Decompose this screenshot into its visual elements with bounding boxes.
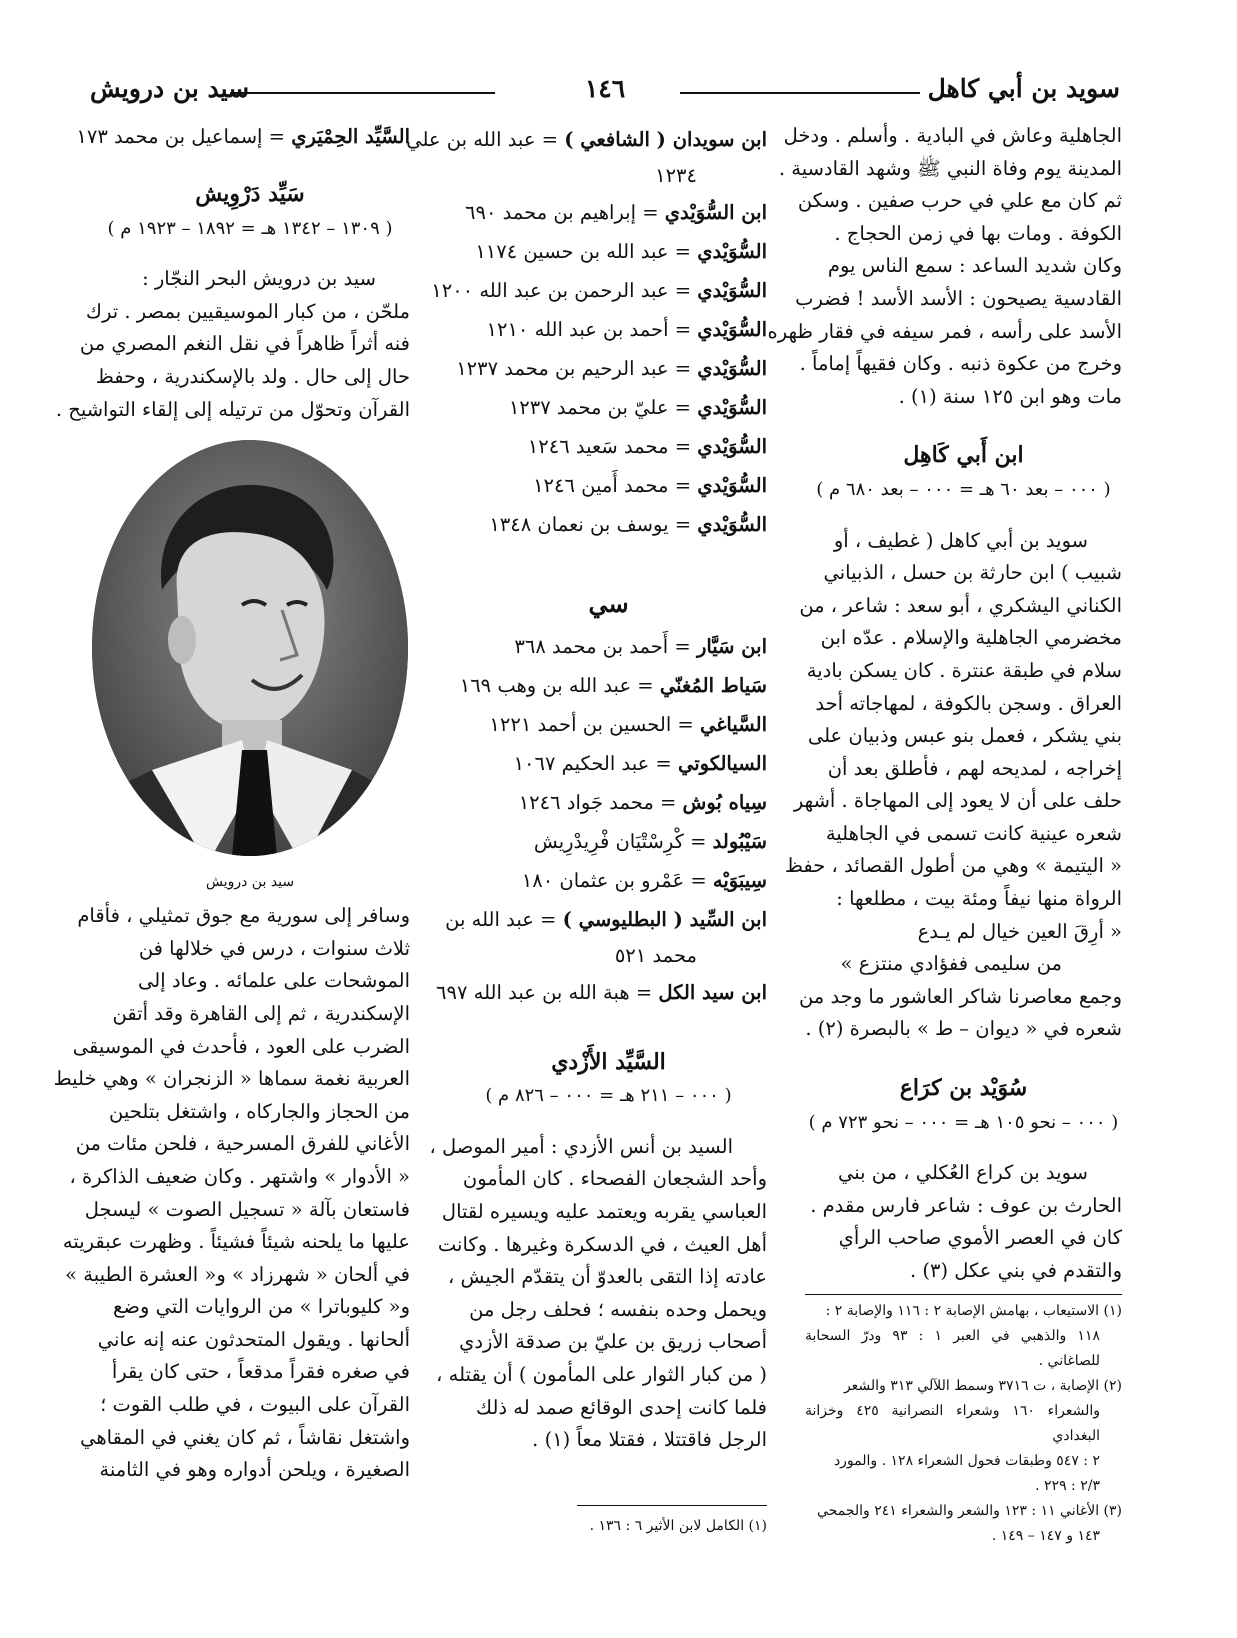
text-line: الجاهلية وعاش في البادية . وأسلم . ودخل: [783, 124, 1122, 147]
entry-title: سُوَيْد بن كرَاع: [899, 1075, 1028, 1102]
text-line: فاستعان بآلة « تسجيل الصوت » ليسجل: [84, 1197, 410, 1221]
header-left-title: سيد بن درويش: [90, 74, 250, 103]
index-term: السُّوَيْدي: [697, 474, 767, 497]
footnote-line: (١) الكامل لابن الأثير ٦ : ١٣٦ .: [589, 1517, 767, 1534]
entry-body: [805, 1157, 1122, 1287]
index-entry: [445, 900, 767, 939]
verse-line: « أرِقَ العين خيال لم يـدع: [917, 919, 1122, 943]
index-entry: [450, 705, 767, 744]
portrait-image: [92, 440, 408, 856]
text-line: حال إلى حال . ولد بالإسكندرية ، وحفظ: [95, 364, 410, 388]
footnote-line: ١١٨ والذهبي في العبر ١ : ٩٣ ودرّ السحابة للصاغاني .: [805, 1327, 1100, 1369]
entry-body: [429, 1131, 767, 1457]
index-ref: = أَحمد بن محمد ٣٦٨: [514, 634, 697, 658]
footnote-line: ٢/٣ : ٢٢٩ .: [1035, 1477, 1100, 1494]
index-term: السُّوَيْدي: [697, 279, 767, 302]
index-entry: [76, 120, 410, 154]
index-ref: = أحمد بن عبد الله ١٢١٠: [486, 318, 698, 341]
text-line: و« كليوباترا » من الروايات التي وضع: [113, 1295, 410, 1319]
text-line: الحارث بن عوف : شاعر فارس مقدم .: [810, 1193, 1122, 1217]
text-line: ويحمل وحده بنفسه ؛ فحلف رجل من: [469, 1297, 767, 1321]
footnote-line: ١٤٣ و ١٤٧ – ١٤٩ .: [991, 1527, 1100, 1544]
footnote-line: (٣) الأغاني ١١ : ١٢٣ والشعر والشعراء ٢٤١ والجمحي: [817, 1502, 1122, 1519]
text-line: ثلاث سنوات ، درس في خلالها فن: [138, 936, 410, 960]
index-ref: = عبد الرحيم بن محمد ١٢٣٧: [456, 357, 698, 380]
index-entry: [450, 466, 767, 505]
index-entry: [450, 783, 767, 822]
text-line: ألحانها . ويقول المتحدثون عنه إنه عاني: [97, 1327, 410, 1351]
entry-title: ابن أَبي كَاهِل: [903, 442, 1024, 469]
text-line: عادته إذا التقى بالعدوّ أن يتقدّم الجيش ،: [448, 1265, 767, 1289]
running-header: [90, 70, 1120, 114]
entry-body: [784, 525, 1122, 1047]
text-line: سويد بن كراع العُكلي ، من بني: [837, 1161, 1088, 1185]
portrait-photo: [92, 440, 408, 856]
text-line: مات وهو ابن ١٢٥ سنة (١) .: [898, 384, 1122, 408]
text-line: القرآن وتحوّل من ترتيله إلى إلقاء التواشيح .: [55, 397, 410, 421]
index-entry: [450, 349, 767, 388]
index-entry: [450, 159, 767, 193]
index-term: السُّوَيْدي: [697, 396, 767, 419]
text-line: العباسي يقربه ويعتمد عليه ويسيره لقتال: [441, 1199, 767, 1223]
index-ref: = عليّ بن محمد ١٢٣٧: [508, 396, 698, 419]
index-entry: [450, 861, 767, 900]
text-line: ثم كان مع علي في حرب صفين . وسكن: [797, 189, 1122, 213]
index-entry: [450, 822, 767, 861]
portrait-figure: [90, 430, 410, 900]
text-line: عليها ما يلحنه شيئاً فشيئاً . وظهرت عبقريته: [62, 1230, 410, 1254]
footnotes: [805, 1299, 1122, 1549]
text-line: سلام في طبقة عنترة . كان يسكن بادية: [806, 658, 1122, 682]
footnote-line: (١) الاستيعاب ، بهامش الإصابة ٢ : ١١٦ والإصابة ٢ :: [825, 1302, 1122, 1319]
index-ref: = محمد سَعيد ١٢٤٦: [527, 435, 698, 458]
text-line: القادسية يصيحون : الأسد الأسد ! فضرب: [795, 286, 1122, 310]
footnote-line: ٢ : ٥٤٧ وطبقات فحول الشعراء ١٢٨ . والمورد: [833, 1452, 1100, 1469]
entry-title: السَّيِّد الأَزْدي: [551, 1048, 666, 1075]
index-ref: = عبد الله بن حسين ١١٧٤: [475, 240, 698, 263]
index-entry: [436, 973, 767, 1012]
text-line: الكناني اليشكري ، أبو سعد : شاعر ، من: [799, 593, 1122, 617]
text-line: سيد بن درويش البحر النجّار :: [142, 267, 376, 291]
index-term: ابن السِّيد ( البطليوسي ): [562, 907, 767, 931]
text-line: فلما كانت إحدى الوقائع صمد له ذلك: [476, 1395, 767, 1419]
entry-dates: ( ١٣٠٩ – ١٣٤٢ هـ = ١٨٩٢ – ١٩٢٣ م ): [107, 217, 393, 239]
index-ref: = عبد الله بن: [445, 907, 563, 931]
index-ref: ١٢٣٤: [655, 164, 697, 187]
text-line: مخضرمي الجاهلية والإسلام . عدّه ابن: [820, 626, 1122, 650]
entry-dates: ( ٠٠٠ – ٢١١ هـ = ٠٠٠ – ٨٢٦ م ): [485, 1085, 732, 1107]
index-term: السُّوَيْدي: [697, 318, 767, 341]
text-line: العربية نغمة سماها « الزنجران » وهي خليط: [53, 1067, 410, 1091]
text-line: فنه أثراً ظاهراً في نقل النغم المصري من: [79, 332, 410, 356]
index-term: ابن السُّوَيْدي: [664, 201, 767, 224]
text-line: الأسد على رأسه ، فمر سيفه في فقار ظهره: [767, 319, 1122, 343]
text-line: العراق . وسجن بالكوفة ، لمهاجاته أحد: [815, 691, 1122, 715]
index-ref: = عبد الله بن وهب ١٦٩: [459, 673, 660, 697]
index-list: [406, 120, 767, 544]
index-term: سَياط المُغنّي: [659, 673, 767, 697]
index-entry: [450, 427, 767, 466]
middle-column: [406, 120, 767, 1539]
index-ref: = إبراهيم بن محمد ٦٩٠: [465, 201, 665, 224]
text-line: في ألحان « شهرزاد » و« العشرة الطيبة »: [65, 1262, 410, 1286]
index-term: سِياه بُوش: [682, 790, 767, 814]
footnote-line: (٢) الإصابة ، ت ٣٧١٦ وسمط اللآلي ٣١٣ والشعر: [843, 1377, 1122, 1394]
continuation-text: [767, 120, 1122, 413]
text-line: « الأدوار » واشتهر . وكان ضعيف الذاكرة ،: [69, 1164, 410, 1188]
entry-body: [55, 263, 410, 426]
text-line: كان في العصر الأموي صاحب الرأي: [838, 1226, 1122, 1250]
text-line: الرجل فاقتتلا ، فقتلا معاً (١) .: [532, 1428, 767, 1452]
text-line: الموشحات على علمائه . وعاد إلى: [138, 969, 410, 993]
index-term: السَّيِّد الحِمْيَري: [291, 125, 410, 148]
footnote-rule: [577, 1505, 767, 1506]
text-line: الكوفة . ومات بها في زمن الحجاج .: [834, 221, 1122, 245]
index-term: السُّوَيْدي: [697, 435, 767, 458]
text-line: الصغيرة ، ويلحن أدواره وهو في الثامنة: [99, 1458, 410, 1482]
entry-dates: ( ٠٠٠ – بعد ٦٠ هـ = ٠٠٠ – بعد ٦٨٠ م ): [816, 478, 1111, 500]
index-term: ابن سويدان ( الشافعي ): [564, 128, 767, 151]
index-ref: = عبد الله بن علي: [406, 128, 565, 151]
index-entry: [450, 666, 767, 705]
index-ref: = عبد الرحمن بن عبد الله ١٢٠٠: [431, 279, 698, 302]
index-ref: = محمد جَواد ١٢٤٦: [518, 790, 683, 814]
text-line: وأحد الشجعان الفصحاء . كان المأمون: [462, 1167, 767, 1191]
index-entry: [450, 744, 767, 783]
index-ref: = يوسف بن نعمان ١٣٤٨: [489, 513, 698, 536]
text-line: في صغره فقراً مدقعاً ، حتى كان يقرأ: [111, 1360, 410, 1384]
text-line: الأغاني للفرق المسرحية ، فلحن مئات من: [75, 1132, 410, 1156]
right-column: [767, 120, 1122, 1549]
index-term: السُّوَيْدي: [697, 513, 767, 536]
index-ref: محمد ٥٢١: [614, 943, 697, 967]
text-line: « اليتيمة » وهي من أطول القصائد ، حفظ: [784, 854, 1122, 878]
section-letter: سي: [588, 589, 629, 618]
index-ref: = عبد الحكيم ١٠٦٧: [513, 751, 678, 775]
text-line: أصحاب زريق بن عليّ بن صدقة الأزدي: [459, 1330, 767, 1354]
text-line: شعره في « ديوان – ط » بالبصرة (٢) .: [805, 1017, 1122, 1041]
text-line: القرآن على البيوت ، في طلب القوت ؛: [100, 1393, 410, 1417]
index-term: السُّوَيْدي: [697, 240, 767, 263]
index-term: السُّوَيْدي: [697, 357, 767, 380]
index-list: [436, 627, 767, 1012]
text-line: سويد بن أبي كاهل ( غطيف ، أو: [833, 528, 1088, 552]
left-column: [53, 120, 410, 1487]
text-line: من الحجاز والجاركاه ، واشتغل بتلحين: [109, 1099, 410, 1123]
text-line: السيد بن أنس الأزدي : أمير الموصل ،: [429, 1134, 733, 1158]
page-number: ١٤٦: [584, 74, 626, 103]
index-ref: = محمد أَمين ١٢٤٦: [533, 474, 698, 497]
footnote-line: والشعراء ١٦٠ وشعراء النصرانية ٤٢٥ وخزانة البغدادي: [805, 1402, 1101, 1444]
text-line: وجمع معاصرنا شاكر العاشور ما وجد من: [798, 984, 1122, 1008]
text-line: الرواة منها نيفاً ومئة بيت ، مطلعها :: [836, 887, 1122, 911]
text-line: أهل العيث ، في الدسكرة وغيرها . وكانت: [437, 1232, 767, 1256]
text-line: ملحّن ، من كبار الموسيقيين بمصر . ترك: [85, 299, 410, 323]
entry-body-continued: [53, 900, 410, 1487]
verse-line: من سليمى ففؤادي منتزع »: [840, 952, 1062, 976]
index-entry: [450, 939, 767, 973]
text-line: بني يشكر ، فعمل بنو عبس وذبيان على: [807, 724, 1122, 748]
text-line: ( من كبار الثوار على المأمون ) أن يقتله ،: [436, 1362, 767, 1386]
text-line: شعره عينية كانت تسمى في الجاهلية: [825, 821, 1122, 845]
index-entry: [450, 505, 767, 544]
text-line: الإسكندرية ، ثم إلى القاهرة وقد أتقن: [112, 1001, 410, 1025]
header-rule-left: [230, 92, 495, 94]
text-line: وكان شديد الساعد : سمع الناس يوم: [827, 254, 1122, 278]
index-entry: [450, 627, 767, 666]
index-term: سَيْبُولد: [712, 829, 767, 853]
index-ref: = عَمْرو بن عثمان ١٨٠: [521, 868, 713, 892]
photo-caption: سيد بن درويش: [205, 874, 295, 891]
footnote-rule: [805, 1294, 1122, 1295]
index-entry: [450, 193, 767, 232]
header-rule-right: [680, 92, 920, 94]
index-entry: [450, 310, 767, 349]
text-line: حلف على أن لا يعود إلى المهاجاة . أشهر: [793, 789, 1122, 813]
entry-title: سَيِّد دَرْوِيش: [195, 181, 305, 207]
text-line: وخرج من عكوة ذنبه . وكان فقيهاً إماماً .: [799, 352, 1122, 376]
text-line: إخراجه ، لمديحه لهم ، فأطلق بعد أن: [827, 756, 1122, 780]
index-term: سِيبَوَيْه: [712, 868, 767, 892]
text-line: المدينة يوم وفاة النبي ﷺ وشهد القادسية .: [778, 156, 1122, 180]
text-line: والتقدم في بني عكل (٣) .: [909, 1259, 1122, 1282]
index-entry: [406, 120, 767, 159]
header-right-title: سويد بن أبي كاهل: [927, 74, 1120, 103]
index-term: السَّياغي: [699, 712, 767, 736]
index-term: السيالكوتي: [677, 751, 767, 775]
entry-dates: ( ٠٠٠ – نحو ١٠٥ هـ = ٠٠٠ – نحو ٧٢٣ م ): [808, 1111, 1119, 1133]
text-line: واشتغل نقاشاً ، ثم كان يغني في المقاهي: [80, 1425, 410, 1449]
index-term: ابن سيد الكل: [658, 980, 767, 1004]
text-line: الضرب على العود ، فأحدث في الموسيقى: [72, 1034, 410, 1058]
index-ref: = هبة الله بن عبد الله ٦٩٧: [436, 980, 659, 1004]
index-entry: [450, 232, 767, 271]
index-ref: = إسماعيل بن محمد ١٧٣: [76, 125, 292, 148]
text-line: وسافر إلى سورية مع جوق تمثيلي ، فأقام: [77, 904, 410, 928]
text-line: شبيب ) ابن حارثة بن حسل ، الذبياني: [823, 561, 1122, 585]
index-term: ابن سَيَّار: [696, 634, 767, 658]
index-entry: [431, 271, 767, 310]
index-ref: = كْرِسْتْيَان فْرِيدْرِيش: [533, 829, 713, 853]
index-entry: [450, 388, 767, 427]
index-ref: = الحسين بن أحمد ١٢٢١: [489, 712, 700, 736]
